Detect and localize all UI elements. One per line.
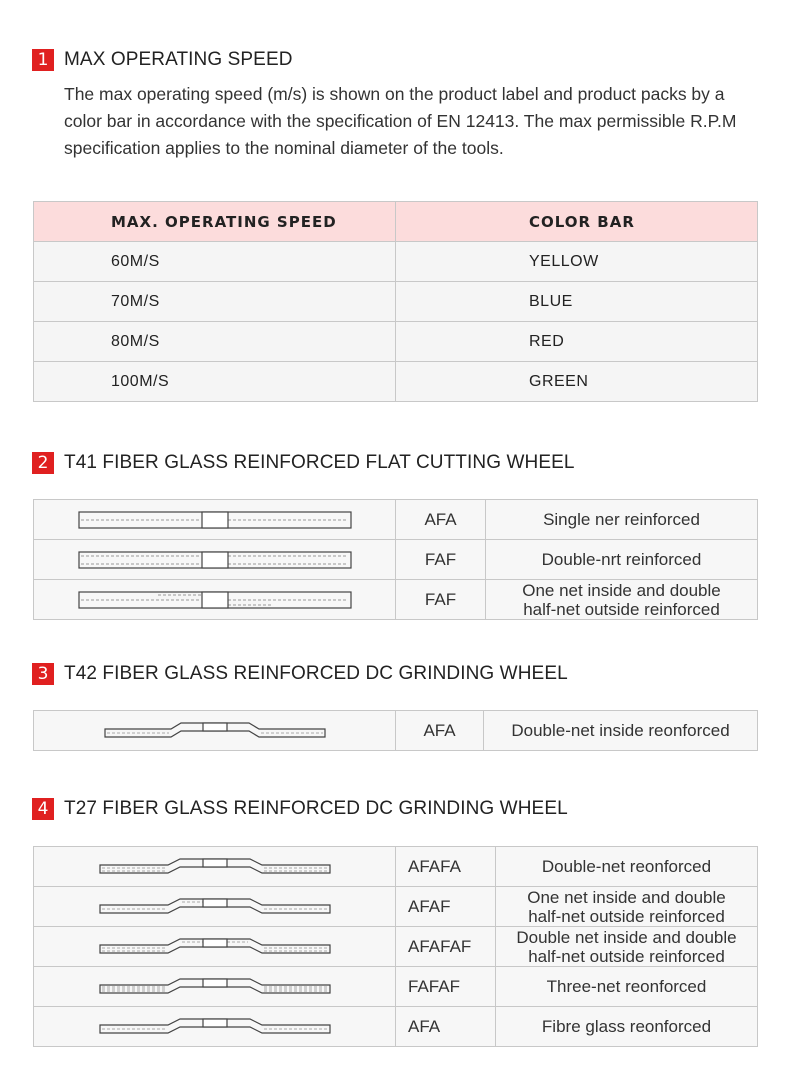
description-line: Single ner reinforced <box>543 510 700 529</box>
table-row <box>34 540 758 580</box>
spec-code: FAFAF <box>396 967 496 1007</box>
section-number-badge: 4 <box>32 798 54 820</box>
table-row <box>34 242 758 282</box>
spec-code: AFAF <box>396 887 496 927</box>
table-row <box>34 887 758 927</box>
table-row <box>34 362 758 402</box>
flat-wheel-icon <box>78 591 352 609</box>
speed-cell: 80M/S <box>34 322 396 362</box>
table-row <box>34 322 758 362</box>
t27-wheel-table <box>33 846 758 1047</box>
speed-cell: 60M/S <box>34 242 396 282</box>
description-line: Double net inside and double <box>516 927 737 947</box>
flat-wheel-icon <box>78 511 352 529</box>
section-number-badge: 3 <box>32 663 54 685</box>
flat-wheel-diagram-cell <box>34 540 396 580</box>
dc-wheel-diagram-cell <box>34 711 396 751</box>
table-row <box>34 500 758 540</box>
spec-description <box>486 580 758 620</box>
flat-wheel-diagram-cell <box>34 500 396 540</box>
depressed-center-wheel-icon <box>98 897 332 917</box>
spec-description <box>496 847 758 887</box>
spec-code: FAF <box>396 580 486 620</box>
spec-code: AFA <box>396 1007 496 1047</box>
section-title: T41 FIBER GLASS REINFORCED FLAT CUTTING WHEEL <box>64 452 575 473</box>
section-number-badge: 2 <box>32 452 54 474</box>
dc-wheel-diagram-cell <box>34 967 396 1007</box>
table-row <box>34 580 758 620</box>
section-title: MAX OPERATING SPEED <box>64 49 293 70</box>
header-speed: MAX. OPERATING SPEED <box>34 202 396 242</box>
description-line: Double-net inside reonforced <box>511 721 730 740</box>
color-cell: YELLOW <box>396 242 758 282</box>
depressed-center-wheel-icon <box>103 721 327 741</box>
section-1-heading <box>32 49 293 71</box>
color-cell: RED <box>396 322 758 362</box>
depressed-center-wheel-icon <box>98 1017 332 1037</box>
description-line: One net inside and double <box>527 887 726 907</box>
description-line: half-net outside reinforced <box>528 946 725 966</box>
table-row <box>34 282 758 322</box>
table-row <box>34 711 758 751</box>
spec-description <box>496 1007 758 1047</box>
spec-description <box>486 540 758 580</box>
description-line: half-net outside reinforced <box>523 599 720 619</box>
description-line: half-net outside reinforced <box>528 906 725 926</box>
dc-wheel-diagram-cell <box>34 887 396 927</box>
description-line: Three-net reonforced <box>546 977 707 996</box>
section-3-heading <box>32 663 568 685</box>
spec-code: AFA <box>396 500 486 540</box>
speed-cell: 70M/S <box>34 282 396 322</box>
section-4-heading <box>32 798 568 820</box>
speed-cell: 100M/S <box>34 362 396 402</box>
spec-code: AFAFA <box>396 847 496 887</box>
spec-description <box>496 927 758 967</box>
description-line: Fibre glass reonforced <box>541 1017 712 1036</box>
color-cell: BLUE <box>396 282 758 322</box>
section-title: T27 FIBER GLASS REINFORCED DC GRINDING WHEEL <box>64 798 568 819</box>
depressed-center-wheel-icon <box>98 937 332 957</box>
spec-code: FAF <box>396 540 486 580</box>
spec-description <box>486 500 758 540</box>
section-number-badge: 1 <box>32 49 54 71</box>
t42-wheel-table <box>33 710 758 751</box>
spec-code: AFA <box>396 711 484 751</box>
flat-wheel-diagram-cell <box>34 580 396 620</box>
speed-color-table <box>33 201 758 402</box>
spec-description <box>496 887 758 927</box>
t41-wheel-table <box>33 499 758 620</box>
table-row <box>34 967 758 1007</box>
section-title: T42 FIBER GLASS REINFORCED DC GRINDING WHEEL <box>64 663 568 684</box>
table-row <box>34 847 758 887</box>
table-row <box>34 927 758 967</box>
description-line: Double-net reonforced <box>541 857 712 876</box>
intro-paragraph: The max operating speed (m/s) is shown on the product label and product packs by a color bar in accordance with the specification of EN 12413. The max permissible R.P.M specification applies to the nominal diameter of the tools. <box>64 84 737 158</box>
description-line: One net inside and double <box>522 580 721 600</box>
description-line: Double-nrt reinforced <box>541 550 702 569</box>
header-color-bar: COLOR BAR <box>396 202 758 242</box>
dc-wheel-diagram-cell <box>34 847 396 887</box>
spec-description <box>496 967 758 1007</box>
table-header-row <box>34 202 758 242</box>
flat-wheel-icon <box>78 551 352 569</box>
table-row <box>34 1007 758 1047</box>
depressed-center-wheel-icon <box>98 857 332 877</box>
spec-code: AFAFAF <box>396 927 496 967</box>
dc-wheel-diagram-cell <box>34 927 396 967</box>
depressed-center-wheel-icon <box>98 977 332 997</box>
spec-description <box>484 711 758 751</box>
section-2-heading <box>32 452 575 474</box>
color-cell: GREEN <box>396 362 758 402</box>
dc-wheel-diagram-cell <box>34 1007 396 1047</box>
